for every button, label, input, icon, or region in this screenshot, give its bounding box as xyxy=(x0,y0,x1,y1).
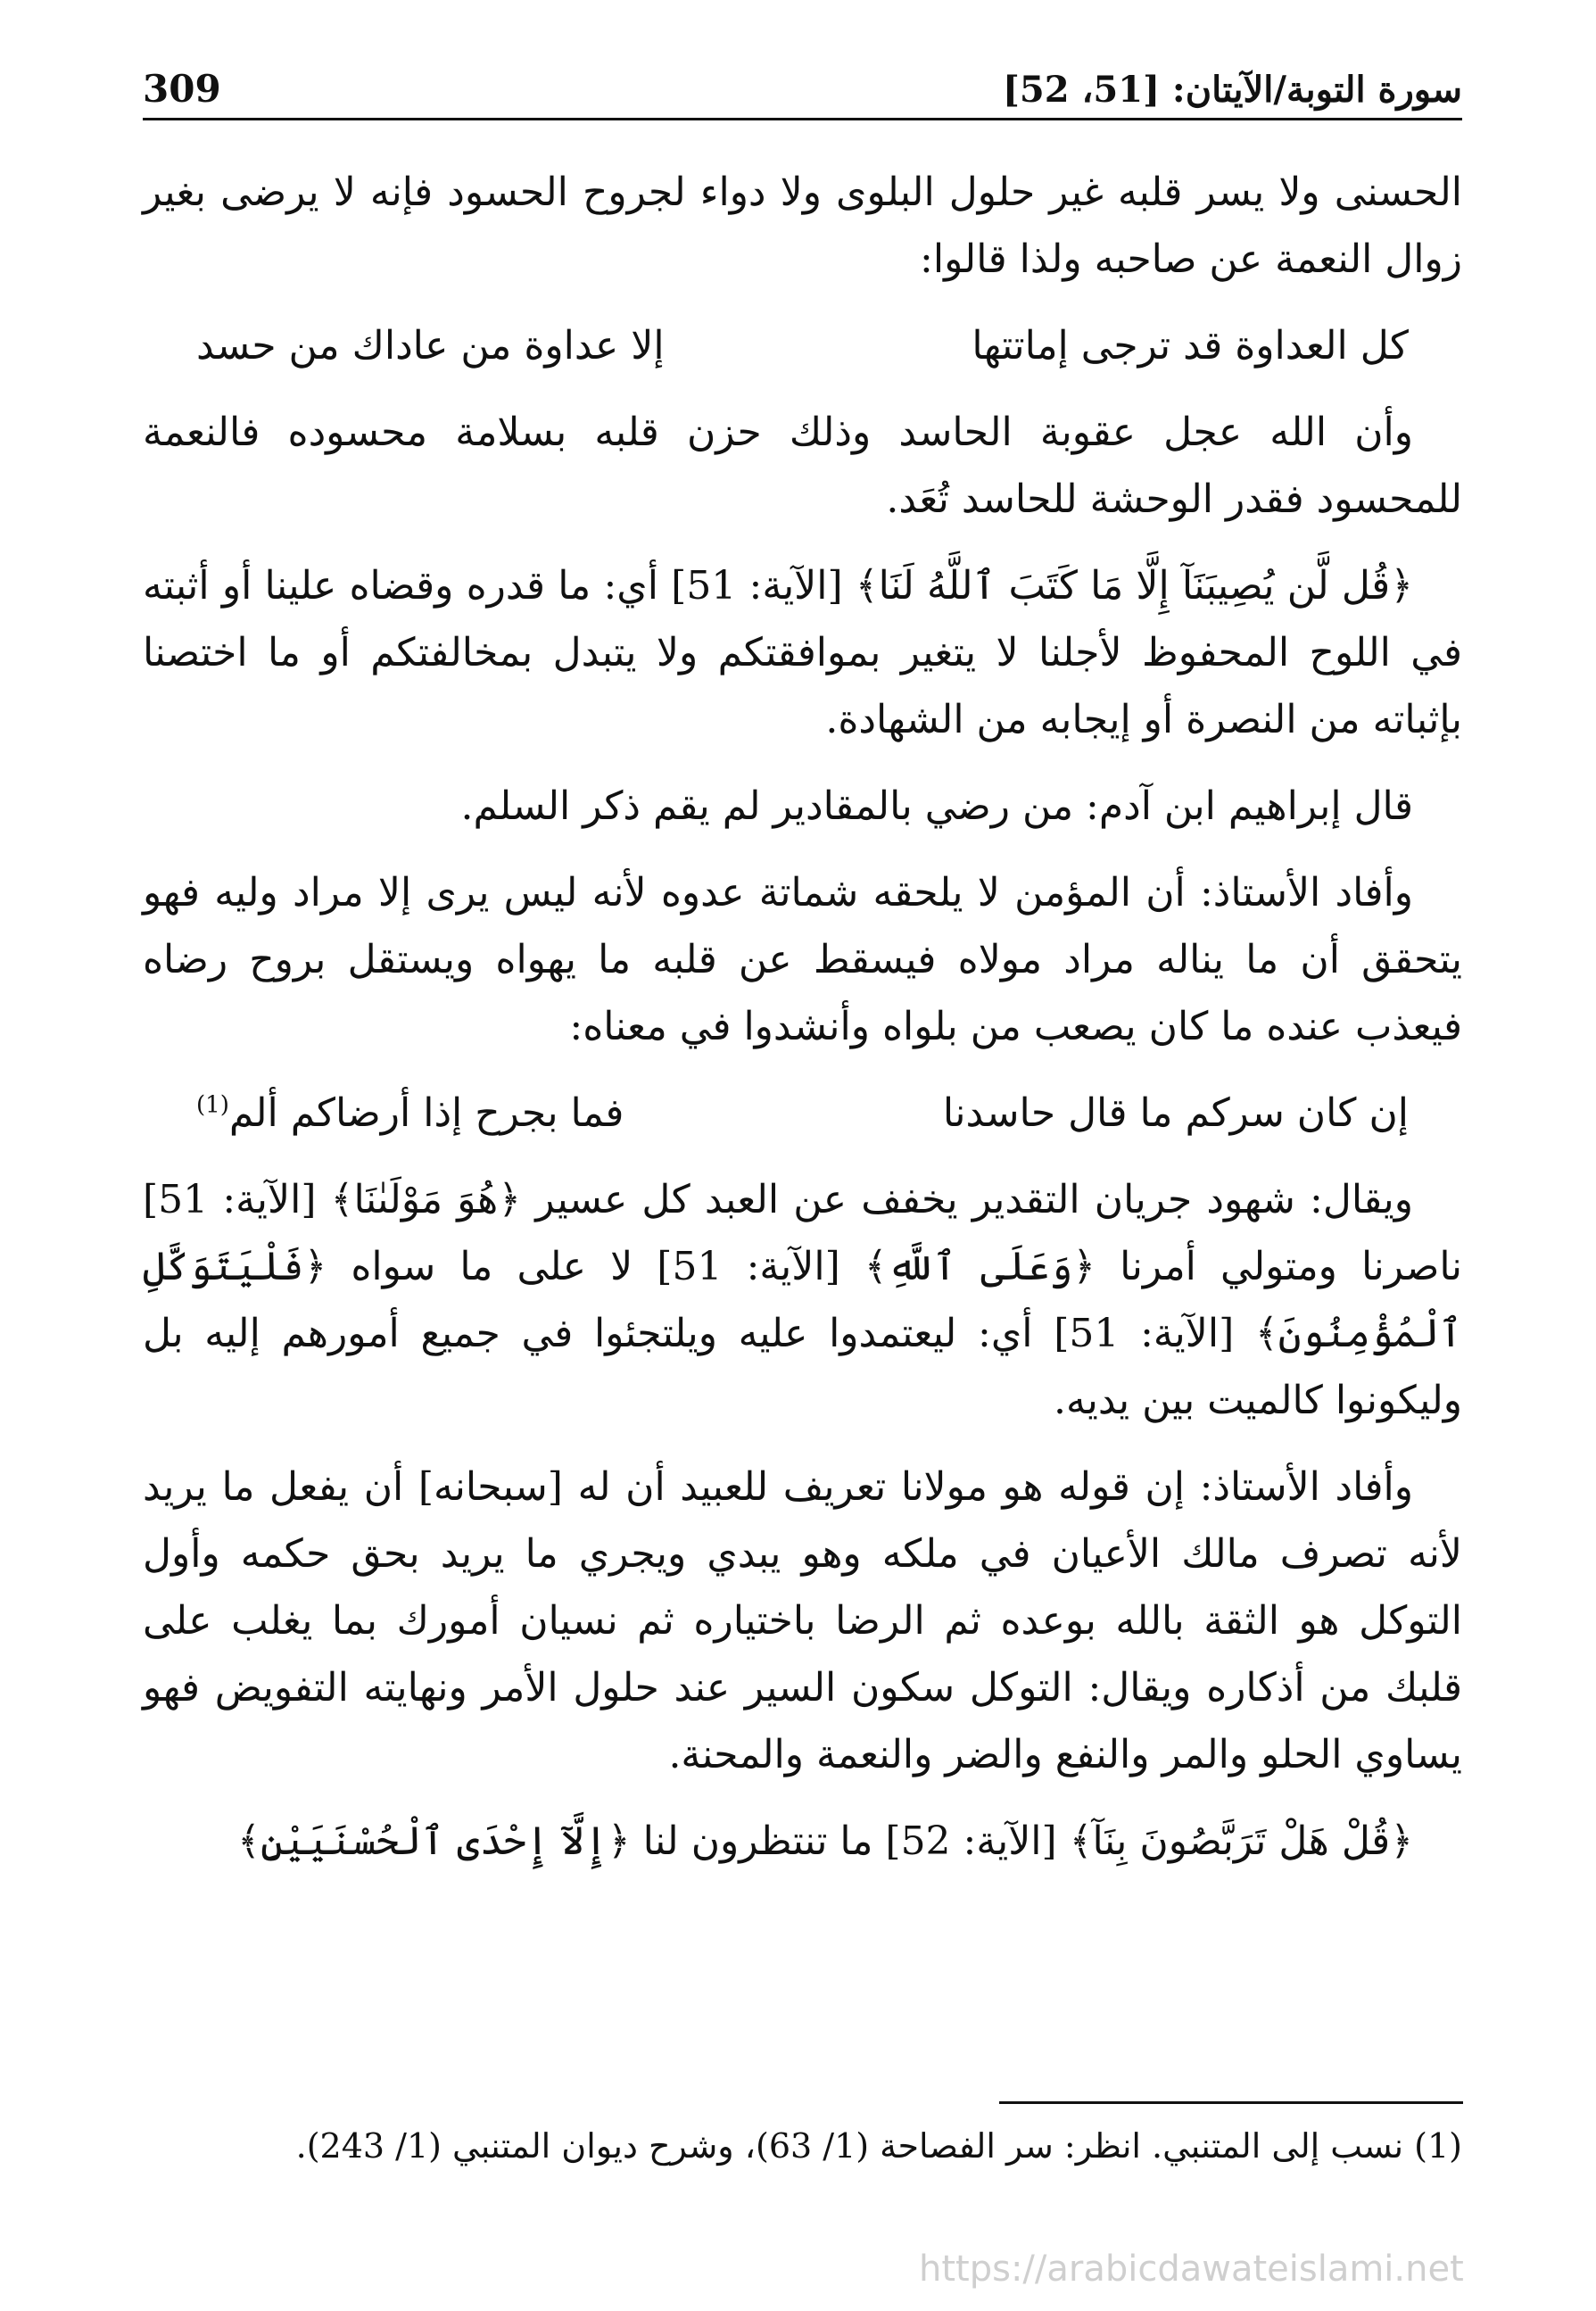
paragraph-7: وأفاد الأستاذ: إن قوله هو مولانا تعريف للعبيد أن له [سبحانه] أن يفعل ما يريد لأنه تصرف مالك الأعيان في ملكه وهو يبدي ويجري ما يريد بحق حكمه وأول التوكل هو الثقة بالله بوعده ثم الرضا باختياره ثم نسيان أمورك بما يغلب على قلبك من أذكاره ويقال: التوكل سكون السير عند حلول الأمر ونهايته التفويض فهو يساوي الحلو والمر والنفع والضر والنعمة والمحنة. xyxy=(143,1464,1462,1777)
quran-quote: ﴿قُلْ هَلْ تَرَبَّصُونَ بِنَآ﴾ xyxy=(1069,1818,1413,1864)
paragraph-3 xyxy=(143,552,1462,753)
watermark-url: https://arabicdawateislami.net xyxy=(919,2249,1464,2290)
footnote-marker[interactable]: (1) xyxy=(196,1091,229,1119)
paragraph-6-text-c: [الآية: 51] لا على ما سواه xyxy=(327,1244,864,1289)
footnote-divider xyxy=(999,2101,1463,2104)
verse-2-second-text: فما بجرح إذا أرضاكم ألم xyxy=(228,1090,624,1136)
paragraph-1: الحسنى ولا يسر قلبه غير حلول البلوى ولا دواء لجروح الحسود فإنه لا يرضى بغير زوال النعمة عن صاحبه ولذا قالوا: xyxy=(143,170,1462,282)
verse-2-second-hemistich xyxy=(196,1080,624,1147)
poem-verse-1 xyxy=(143,312,1462,379)
quran-quote: ﴿إِلَّآ إِحْدَى ٱلْحُسْنَيَيْنِ﴾ xyxy=(237,1818,631,1864)
verse-1-first-hemistich: كل العداوة قد ترجى إماتتها xyxy=(972,323,1409,369)
page-number: 309 xyxy=(143,67,221,111)
paragraph-6 xyxy=(143,1166,1462,1434)
quran-quote: ﴿وَعَلَى ٱللَّهِ﴾ xyxy=(864,1244,1096,1289)
running-title: سورة التوبة/الآيتان: [51، 52] xyxy=(1002,69,1462,111)
paragraph-2: وأن الله عجل عقوبة الحاسد وذلك حزن قلبه بسلامة محسوده فالنعمة للمحسود فقدر الوحشة للحاسد تُعَد. xyxy=(143,410,1462,522)
footnote: (1) نسب إلى المتنبي. انظر: سر الفصاحة (1/ 63)، وشرح ديوان المتنبي (1/ 243). xyxy=(295,2126,1462,2166)
paragraph-4: قال إبراهيم ابن آدم: من رضي بالمقادير لم يقم ذكر السلم. xyxy=(460,783,1413,829)
paragraph-6-text-a: ويقال: شهود جريان التقدير يخفف عن العبد كل عسير xyxy=(521,1177,1413,1222)
verse-1-second-hemistich: إلا عداوة من عاداك من حسد xyxy=(196,323,665,369)
paragraph-6-text-d: [الآية: 51] أي: ليعتمدوا عليه ويلتجئوا في جميع أمورهم إليه بل وليكونوا كالميت بين يديه. xyxy=(143,1311,1462,1423)
quran-quote: ﴿هُوَ مَوْلَىٰنَا﴾ xyxy=(330,1177,522,1222)
paragraph-3-text: [الآية: 51] أي: ما قدره وقضاه علينا أو أثبته في اللوح المحفوظ لأجلنا لا يتغير بموافقتكم ولا يتبدل بمخالفتكم أو ما اختصنا بإثباته من النصرة أو إيجابه من الشهادة. xyxy=(143,563,1462,742)
quran-quote: ﴿قُل لَّن يُصِيبَنَآ إِلَّا مَا كَتَبَ ٱللَّهُ لَنَا﴾ xyxy=(855,563,1413,609)
paragraph-5: وأفاد الأستاذ: أن المؤمن لا يلحقه شماتة عدوه لأنه ليس يرى إلا مراد وليه فهو يتحقق أن ما يناله مراد مولاه فيسقط عن قلبه ما يهواه ويستقل بروح رضاه فيعذب عنده ما كان يصعب من بلواه وأنشدوا في معناه: xyxy=(143,870,1462,1049)
paragraph-8-text: [الآية: 52] ما تنتظرون لنا xyxy=(630,1818,1070,1864)
verse-2-first-hemistich: إن كان سركم ما قال حاسدنا xyxy=(942,1090,1409,1136)
poem-verse-2 xyxy=(143,1080,1462,1147)
page-body xyxy=(143,159,1462,1894)
page-header xyxy=(143,55,1462,120)
paragraph-8 xyxy=(143,1808,1462,1875)
quran-quote: ﴿فَلْيَتَوَكَّلِ ٱلْمُؤْمِنُونَ﴾ xyxy=(143,1244,1462,1356)
paragraph-6-text-b: [الآية: 51] ناصرنا ومتولي أمرنا xyxy=(143,1177,1462,1289)
